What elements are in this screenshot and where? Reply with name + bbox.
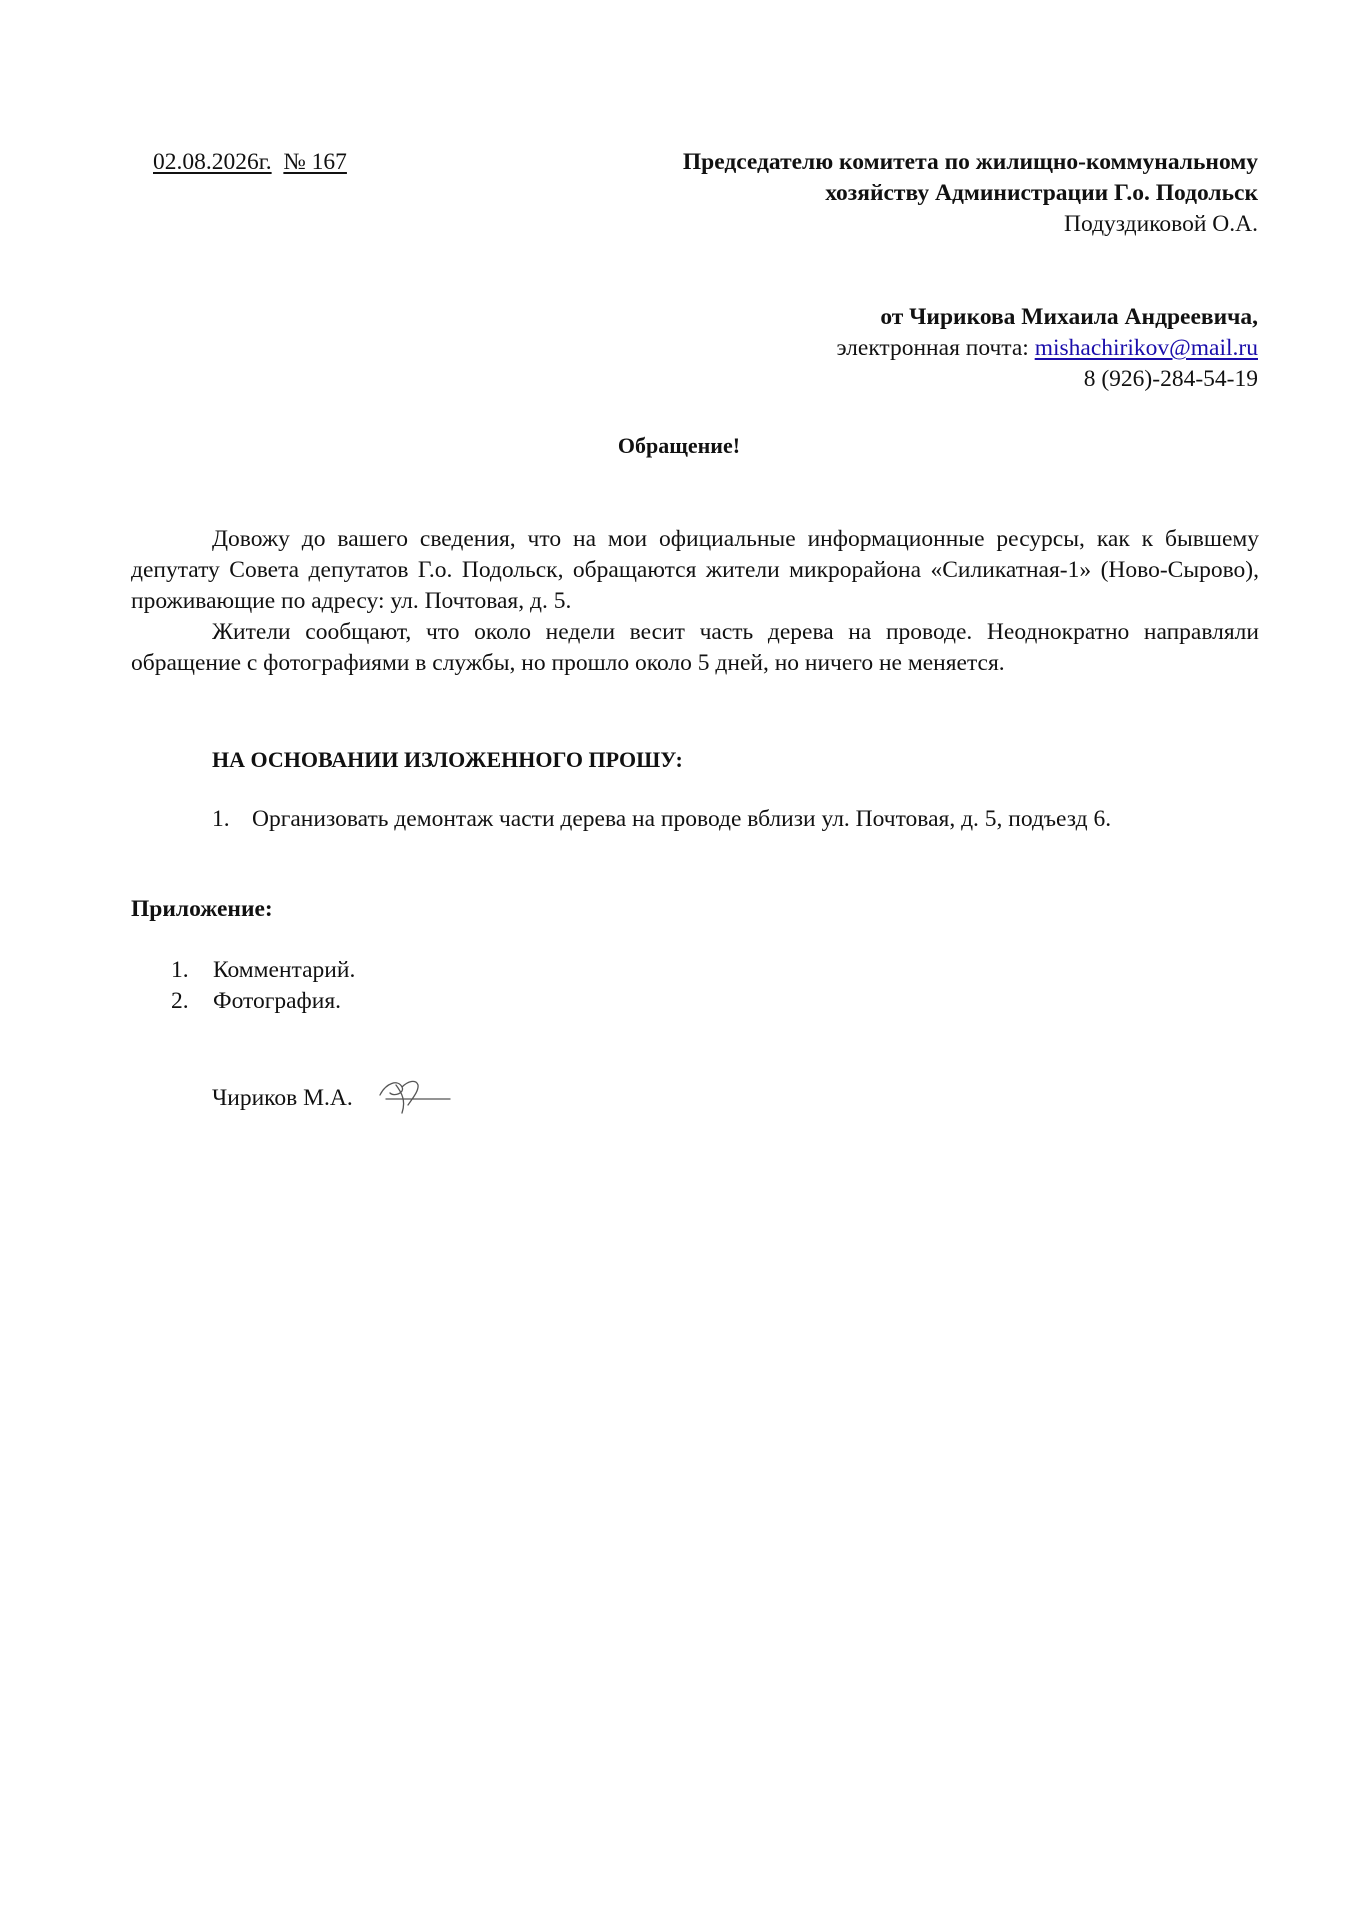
- sender-block: [538, 302, 1258, 395]
- addressee-line-2: хозяйству Администрации Г.о. Подольск: [825, 180, 1258, 206]
- body-paragraph-1: Довожу до вашего сведения, что на мои официальные информационные ресурсы, как к бывшему депутату Совета депутатов Г.о. Подольск, обращаются жители микрорайона «Силикатная-1» (Ново-Сырово), проживающие по адресу: ул. Почтовая, д. 5.: [131, 526, 1259, 614]
- document-date-number: [153, 147, 347, 178]
- addressee-block: [538, 147, 1258, 240]
- annex-heading: Приложение:: [131, 896, 273, 922]
- sender-email-line: [538, 333, 1258, 364]
- annex-item-number: 1.: [171, 957, 189, 983]
- annex-item-text: Фотография.: [213, 988, 342, 1014]
- request-item: [212, 804, 1111, 835]
- document-date: 02.08.2026г.: [153, 149, 272, 175]
- annex-list: [171, 955, 355, 1017]
- addressee-line-1: Председателю комитета по жилищно-коммунальному: [682, 149, 1258, 175]
- body-paragraph-2: Жители сообщают, что около недели весит часть дерева на проводе. Неоднократно направляли обращение с фотографиями в службы, но прошло около 5 дней, но ничего не меняется.: [131, 619, 1259, 676]
- addressee-name: Подуздиковой О.А.: [1064, 211, 1258, 237]
- body-text: [131, 524, 1259, 679]
- request-item-number: 1.: [212, 806, 230, 832]
- annex-item-text: Комментарий.: [213, 957, 356, 983]
- sender-email-label: электронная почта:: [836, 335, 1035, 361]
- request-heading: НА ОСНОВАНИИ ИЗЛОЖЕННОГО ПРОШУ:: [212, 747, 683, 772]
- request-item-text: Организовать демонтаж части дерева на проводе вблизи ул. Почтовая, д. 5, подъезд 6.: [252, 806, 1112, 832]
- sender-phone: 8 (926)-284-54-19: [1083, 366, 1258, 392]
- document-number: № 167: [283, 149, 347, 175]
- sender-email-link[interactable]: mishachirikov@mail.ru: [1034, 335, 1258, 361]
- sender-name: от Чирикова Михаила Андреевича,: [880, 304, 1258, 330]
- annex-item: [171, 955, 355, 986]
- handwritten-signature: [372, 1065, 452, 1120]
- annex-item-number: 2.: [171, 988, 189, 1014]
- signature-name: Чириков М.А.: [212, 1085, 353, 1111]
- annex-item: [171, 986, 355, 1017]
- document-title: Обращение!: [617, 433, 741, 458]
